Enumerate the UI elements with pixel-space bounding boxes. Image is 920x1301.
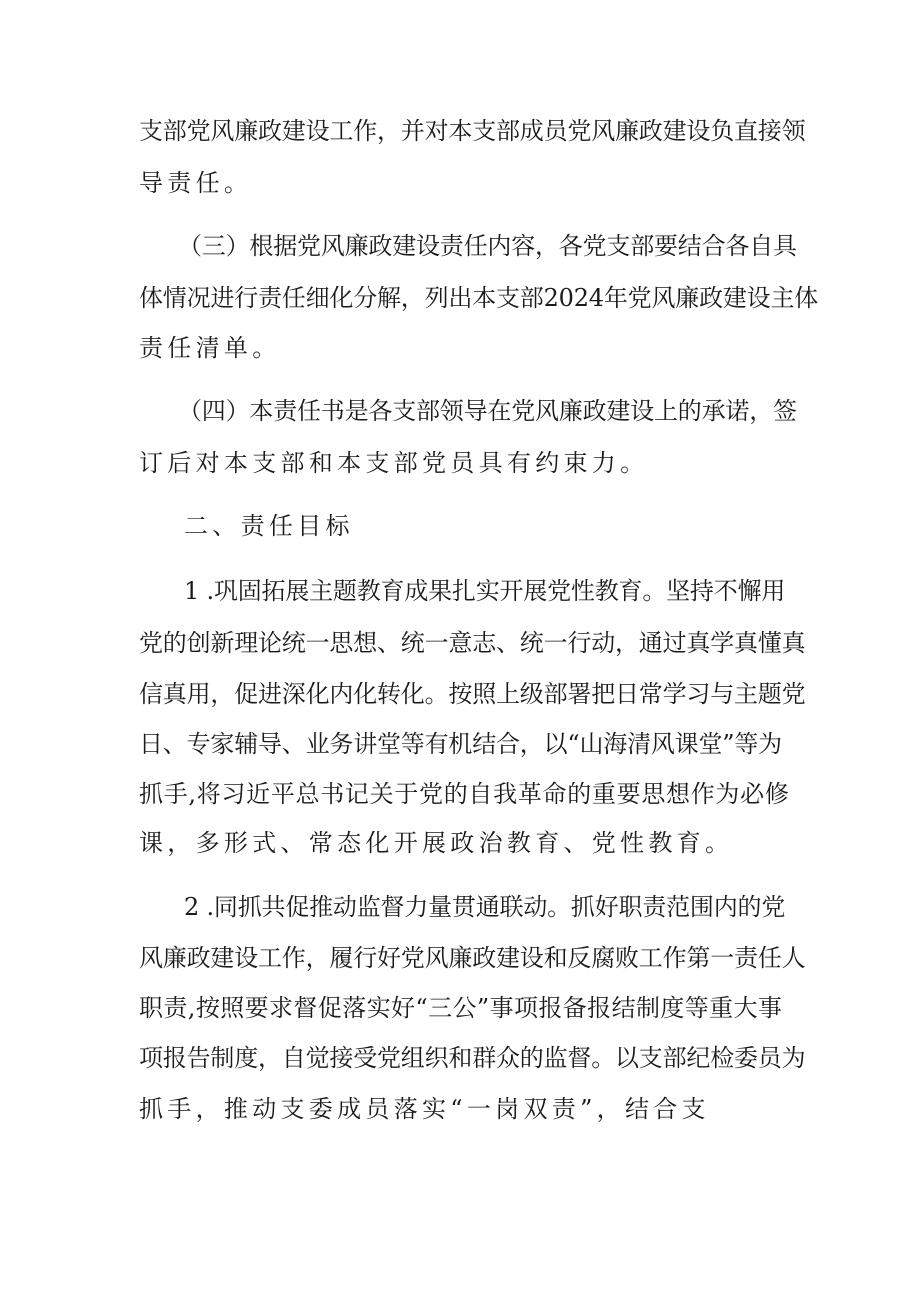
paragraph-heading-3: （三）根据党风廉政建设责任内容，各党支部要结合各自具 — [178, 232, 797, 260]
text-line: 责任清单。 — [139, 334, 281, 362]
text-line: 职责,按照要求督促落实好“三公”事项报备报结制度等重大事 — [139, 994, 783, 1022]
text-line: 风廉政建设工作，履行好党风廉政建设和反腐败工作第一责任人 — [139, 944, 806, 972]
text-line: 支部党风廉政建设工作，并对本支部成员党风廉政建设负直接领 — [139, 117, 806, 145]
text-line: 项报告制度，自觉接受党组织和群众的监督。以支部纪检委员为 — [139, 1044, 806, 1072]
text-line: 导责任。 — [139, 169, 253, 197]
section-heading: 二、责任目标 — [184, 512, 354, 540]
text-line: 信真用，促进深化内化转化。按照上级部署把日常学习与主题党 — [139, 680, 806, 708]
text-line: 抓手,将习近平总书记关于党的自我革命的重要思想作为必修 — [139, 780, 790, 808]
text-line: 订后对本支部和本支部党员具有约束力。 — [139, 449, 649, 477]
item-1-heading: 1 .巩固拓展主题教育成果扎实开展党性教育。坚持不懈用 — [184, 577, 786, 605]
text-line: 党的创新理论统一思想、统一意志、统一行动，通过真学真懂真 — [139, 629, 806, 657]
paragraph-heading-4: （四）本责任书是各支部领导在党风廉政建设上的承诺，签 — [178, 397, 797, 425]
text-line: 体情况进行责任细化分解，列出本支部2024年党风廉政建设主体 — [139, 284, 819, 312]
text-line: 抓手，推动支委成员落实“一岗双责”，结合支 — [139, 1095, 710, 1123]
text-line: 课，多形式、常态化开展政治教育、党性教育。 — [139, 829, 734, 857]
item-2-heading: 2 .同抓共促推动监督力量贯通联动。抓好职责范围内的党 — [184, 893, 786, 921]
text-line: 日、专家辅导、业务讲堂等有机结合，以“山海清风课堂”等为 — [139, 730, 782, 758]
